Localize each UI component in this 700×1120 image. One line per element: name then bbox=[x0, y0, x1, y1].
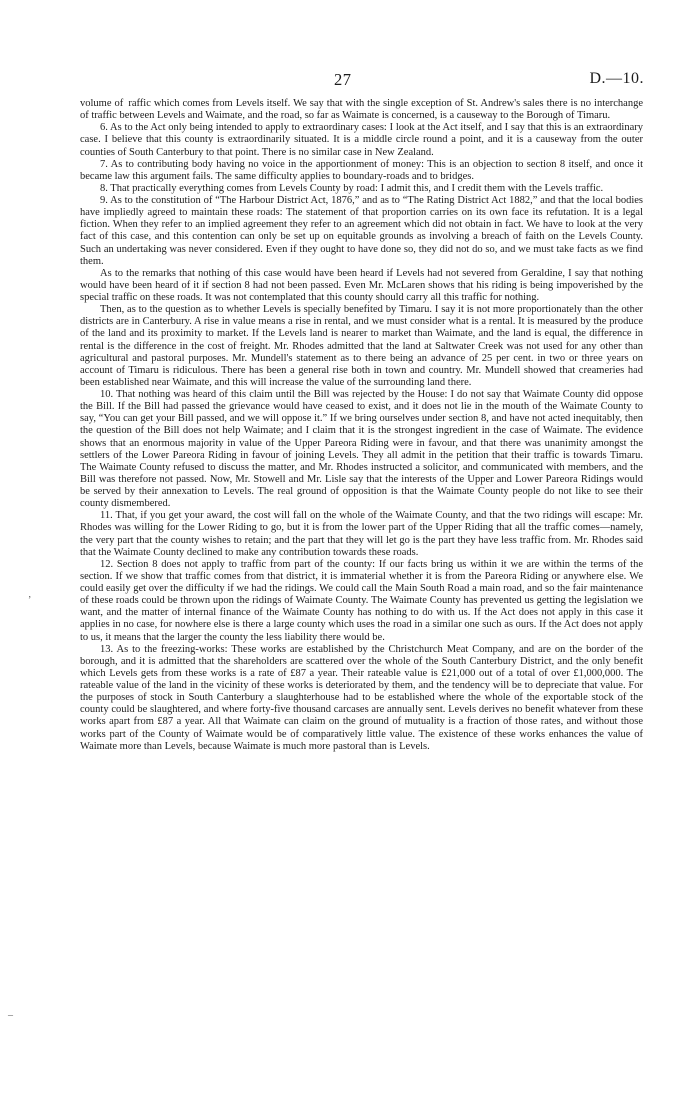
paragraph: 9. As to the constitution of “The Harbour District Act, 1876,” and as to “The Rating District Act 1882,” and that the local bodies have impliedly agreed to maintain these roads: The statement of that proportion carries on its own face its refutation. It is a legal fiction. When they refer to an implied agreement they refer to an agreement which did not obtain in fact. We have to look at the very fact of this case, and this contention can only be set up on equitable grounds as involving a breach of faith on the Levels County. Such an undertaking was never considered. Even if they ought to have done so, they did not do so, and we must take facts as we find them. bbox=[80, 195, 643, 267]
page-header bbox=[0, 70, 700, 92]
paragraph: 11. That, if you get your award, the cost will fall on the whole of the Waimate County, and that the two ridings will escape: Mr. Rhodes was willing for the Lower Riding to go, but it is from the lower part of the Upper Riding that all the traffic comes—namely, the very part that the county wishes to retain; and the part that they will let go is the part they have less traffic from. Mr. Rhodes said that the Waimate County declined to make any contribution towards these roads. bbox=[80, 510, 643, 558]
paragraph: 8. That practically everything comes from Levels County by road: I admit this, and I credit them with the Levels traffic. bbox=[100, 182, 604, 194]
document-reference: D.—10. bbox=[589, 70, 644, 87]
paragraph: volume of raffic which comes from Levels itself. We say that with the single exception of St. Andrew's sales there is no interchange of traffic between Levels and Waimate, and the road, so far as Waimate is concerned, is a causeway to the Borough of Timaru. bbox=[80, 98, 643, 122]
paragraph: 10. That nothing was heard of this claim until the Bill was rejected by the House: I do not say that Waimate County did oppose the Bill. If the Bill had passed the grievance would have ceased to exist, and it does not lie in the mouth of the Waimate County to say, “You can get your Bill passed, and we will oppose it.” If we bring ourselves under section 8, and have not acted inequitably, then the question of the Bill does not help Waimate; and I claim that it is the strongest ingredient in the case of Waimate. The evidence shows that an enormous majority in value of the Upper Pareora Riding were in favour, and that there was unanimity amongst the settlers of the Lower Pareora Riding in favour of joining Levels. They all admit in the petition that their traffic is towards Timaru. The Waimate County refused to discuss the matter, and Mr. Rhodes instructed a solicitor, and communicated with members, and the Bill was therefore not passed. Now, Mr. Stowell and Mr. Lisle say that the interests of the Upper and Lower Pareora Ridings would be served by their annexation to Levels. The real ground of opposition is that the Waimate County people do not like to see their county dismembered. bbox=[80, 389, 643, 510]
paragraph: Then, as to the question as to whether Levels is specially benefited by Timaru. I say it is not more proportionately than the other districts are in Canterbury. A rise in value means a rise in rental, and we must consider what is a rental. It is measured by the produce of the land and its proximity to market. If the Levels land is nearer to market than Waimate, and the land is equal, the difference in rental is the difference in the cost of freight. Mr. Rhodes admitted that the land at Saltwater Creek was not used for any other than agricultural and pastoral purposes. Mr. Mundell's statement as to there being an advance of 25 per cent. in two or three years on account of Timaru is ridiculous. There has been a general rise both in town and country. Mr. Mundell showed that creameries had been established near Waimate, and this will increase the value of the surrounding land there. bbox=[80, 304, 643, 388]
paragraph: 12. Section 8 does not apply to traffic from part of the county: If our facts bring us within it we are within the terms of the section. If we show that traffic comes from that district, it is immaterial whether it is from the Pareora Riding or anywhere else. We could easily get over the difficulty if we had the ridings. We could call the Main South Road a main road, and so the fair maintenance of these roads could be thrown upon the ridings of Waimate County. The Waimate County has prevented us getting the legislation we want, and the matter of internal finance of the Waimate County has nothing to do with us. If the Act does not apply in this case it applies in no case, for nowhere else is there a large county which uses the road in a similar one such as ours. If the Act does not apply to us, it means that the larger the county the less liability there would be. bbox=[80, 558, 643, 643]
margin-mark: ’ bbox=[28, 595, 32, 606]
paragraph: 7. As to contributing body having no voice in the apportionment of money: This is an objection to section 8 itself, and once it became law this argument fails. The same difficulty applies to boundary-roads and to bridges. bbox=[80, 158, 643, 182]
paragraph: As to the remarks that nothing of this case would have been heard if Levels had not severed from Geraldine, I say that nothing would have been heard of it if section 8 had not been passed. Even Mr. McLaren shows that his riding is being impoverished by the special traffic on these roads. It was not contemplated that this county should carry all this traffic for nothing. bbox=[80, 267, 643, 303]
paragraph: 13. As to the freezing-works: These works are established by the Christchurch Meat Company, and are on the border of the borough, and it is admitted that the shareholders are scattered over the whole of the South Canterbury District, and the only benefit which Levels gets from these works is a rate of £87 a year. Their rateable value is £21,000 out of a total of over £1,000,000. The rateable value of the land in the vicinity of these works is deteriorated by them, and the tendency will be to depreciate that value. For the purposes of stock in South Canterbury a slaughterhouse had to be established where the whole of the exportable stock of the county could be slaughtered, and where forty-five thousand carcases are annually sent. Levels derives no benefit whatever from these works apart from £87 a year. All that Waimate can claim on the ground of mutuality is a fraction of those rates, and without those works part of the County of Waimate would be of comparatively little value. The existence of these works enhances the value of Waimate more than Levels, because Waimate is much more pastoral than is Levels. bbox=[80, 643, 643, 752]
paragraph: 6. As to the Act only being intended to apply to extraordinary cases: I look at the Act itself, and I say that this is an extraordinary case. I believe that this county is extraordinarily situated. It is a middle circle round a point, and it is a causeway from the outer counties of South Canterbury to that point. There is no similar case in New Zealand. bbox=[80, 122, 643, 158]
page-body bbox=[80, 98, 643, 753]
margin-mark: – bbox=[8, 1010, 13, 1021]
page-number: 27 bbox=[334, 70, 352, 89]
